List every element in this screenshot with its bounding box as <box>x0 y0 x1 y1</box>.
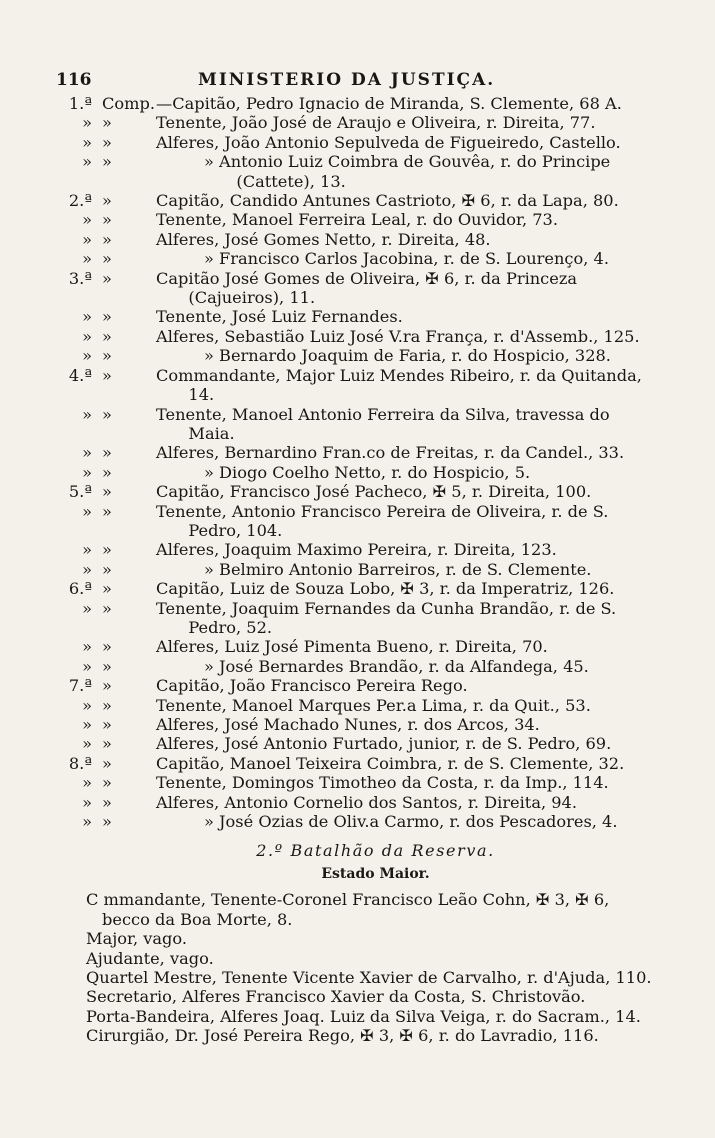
company-number: » <box>82 656 92 676</box>
entry-text: Capitão, Luiz de Souza Lobo, ✠ 3, r. da Imperatriz, 126. <box>156 579 615 599</box>
roster-entry <box>56 502 655 541</box>
company-mark: » <box>102 695 112 715</box>
company-number: » <box>82 404 92 424</box>
company-number: 5.ª <box>68 482 92 502</box>
roster-entry <box>56 210 655 229</box>
company-mark: » <box>102 210 112 230</box>
company-mark: » <box>102 307 112 327</box>
company-mark: » <box>102 792 112 812</box>
roster-entry <box>56 191 655 210</box>
company-mark: » <box>102 249 112 269</box>
entry-text: » Belmiro Antonio Barreiros, r. de S. Clemente. <box>204 559 592 579</box>
entry-text: Tenente, José Luiz Fernandes. <box>156 307 403 327</box>
entry-text: » Bernardo Joaquim de Faria, r. do Hospicio, 328. <box>204 346 611 366</box>
company-mark: » <box>102 637 112 657</box>
company-mark: » <box>102 598 112 618</box>
roster-entry <box>56 249 655 268</box>
page-number: 116 <box>56 70 92 90</box>
company-mark: » <box>102 559 112 579</box>
roster-entry <box>56 482 655 501</box>
staff-entry: Porta-Bandeira, Alferes Joaq. Luiz da Silva Veiga, r. do Sacram., 14. <box>86 1006 641 1026</box>
company-mark: » <box>102 462 112 482</box>
roster-entry <box>56 366 655 405</box>
staff-entry: Ajudante, vago. <box>86 948 214 968</box>
company-mark: » <box>102 773 112 793</box>
company-mark: » <box>102 404 112 424</box>
company-mark: » <box>102 113 112 133</box>
company-number: » <box>82 132 92 152</box>
company-mark: » <box>102 540 112 560</box>
staff-entry: Quartel Mestre, Tenente Vicente Xavier de Carvalho, r. d'Ajuda, 110. <box>86 968 652 988</box>
company-mark: » <box>102 132 112 152</box>
entry-text: » Antonio Luiz Coimbra de Gouvêa, r. do Principe (Cattete), 13. <box>204 152 611 191</box>
staff-entry: Major, vago. <box>86 929 188 949</box>
company-number: » <box>82 443 92 463</box>
entry-text: Commandante, Major Luiz Mendes Ribeiro, r. da Quitanda, 14. <box>156 365 642 405</box>
company-number: 4.ª <box>68 365 92 385</box>
roster-entry <box>56 307 655 326</box>
company-number: 7.ª <box>68 676 92 696</box>
roster-entry <box>56 715 655 734</box>
roster-entry <box>56 812 655 831</box>
roster-entry <box>56 754 655 773</box>
entry-text: Tenente, Manoel Antonio Ferreira da Silva, travessa do Maia. <box>156 404 610 443</box>
company-mark: » <box>102 812 112 832</box>
company-number: » <box>82 462 92 482</box>
roster-entry <box>56 443 655 462</box>
roster-entry <box>56 346 655 365</box>
company-mark: » <box>102 152 112 172</box>
roster-entry <box>56 579 655 598</box>
entry-text: » José Ozias de Oliv.a Carmo, r. dos Pescadores, 4. <box>204 812 618 832</box>
roster-entry <box>56 773 655 792</box>
company-mark: Comp. <box>102 94 155 113</box>
entry-text: Alferes, Sebastião Luiz José V.ra França, r. d'Assemb., 125. <box>156 326 640 346</box>
company-number: » <box>82 540 92 560</box>
company-number: » <box>82 773 92 793</box>
company-number: 3.ª <box>68 268 92 288</box>
section-title: 2.º Batalhão da Reserva. <box>256 841 495 861</box>
roster-entry <box>56 113 655 132</box>
entry-text: —Capitão, Pedro Ignacio de Miranda, S. Clemente, 68 A. <box>156 94 622 113</box>
company-number: » <box>82 812 92 832</box>
company-number: » <box>82 249 92 269</box>
page-header <box>56 70 655 92</box>
roster-entry <box>56 327 655 346</box>
roster-entry <box>56 599 655 638</box>
entry-text: Capitão José Gomes de Oliveira, ✠ 6, r. da Princeza (Cajueiros), 11. <box>156 268 578 308</box>
running-title: MINISTERIO DA JUSTIÇA. <box>198 70 496 90</box>
staff-entry: C mmandante, Tenente-Coronel Francisco Leão Cohn, ✠ 3, ✠ 6, becco da Boa Morte, 8. <box>86 890 610 929</box>
company-mark: » <box>102 482 112 502</box>
roster-entry <box>56 734 655 753</box>
entry-text: Capitão, Candido Antunes Castrioto, ✠ 6, r. da Lapa, 80. <box>156 191 619 211</box>
staff-entry: Cirurgião, Dr. José Pereira Rego, ✠ 3, ✠ 6, r. do Lavradio, 116. <box>86 1026 599 1046</box>
section-subtitle: Estado Maior. <box>321 866 430 883</box>
entry-text: Tenente, Joaquim Fernandes da Cunha Brandão, r. de S. Pedro, 52. <box>156 598 617 637</box>
entry-text: Alferes, José Gomes Netto, r. Direita, 48. <box>156 229 491 249</box>
company-mark: » <box>102 191 112 211</box>
company-number: 2.ª <box>68 191 92 211</box>
company-mark: » <box>102 656 112 676</box>
entry-text: Tenente, Domingos Timotheo da Costa, r. da Imp., 114. <box>156 773 609 793</box>
company-number: » <box>82 637 92 657</box>
roster-entry <box>56 540 655 559</box>
roster-entry <box>56 230 655 249</box>
roster-entry <box>56 94 655 113</box>
company-number: » <box>82 229 92 249</box>
company-mark: » <box>102 501 112 521</box>
roster-entry <box>56 637 655 656</box>
entry-text: » Diogo Coelho Netto, r. do Hospicio, 5. <box>204 462 531 482</box>
staff-list <box>56 890 655 1045</box>
company-mark: » <box>102 229 112 249</box>
entry-text: Alferes, Luiz José Pimenta Bueno, r. Direita, 70. <box>156 637 548 657</box>
roster-entry <box>56 657 655 676</box>
entry-text: Alferes, Antonio Cornelio dos Santos, r. Direita, 94. <box>156 792 578 812</box>
company-number: » <box>82 598 92 618</box>
entry-text: Capitão, Francisco José Pacheco, ✠ 5, r. Direita, 100. <box>156 482 592 502</box>
roster-entry <box>56 560 655 579</box>
entry-text: Alferes, Joaquim Maximo Pereira, r. Direita, 123. <box>156 540 557 560</box>
company-number: » <box>82 695 92 715</box>
roster-entry <box>56 676 655 695</box>
company-number: 6.ª <box>68 579 92 599</box>
company-number: » <box>82 559 92 579</box>
roster-entry <box>56 793 655 812</box>
company-number: » <box>82 210 92 230</box>
company-mark: » <box>102 326 112 346</box>
company-mark: » <box>102 676 112 696</box>
roster-entry <box>56 152 655 191</box>
company-number: » <box>82 113 92 133</box>
company-number: » <box>82 346 92 366</box>
entry-text: Capitão, Manoel Teixeira Coimbra, r. de S. Clemente, 32. <box>156 753 625 773</box>
entry-text: Capitão, João Francisco Pereira Rego. <box>156 676 468 696</box>
company-number: » <box>82 792 92 812</box>
company-number: » <box>82 326 92 346</box>
company-number: 8.ª <box>68 753 92 773</box>
company-number: 1.ª <box>68 94 92 113</box>
roster-entry <box>56 269 655 308</box>
roster-entry <box>56 463 655 482</box>
entry-text: Alferes, Bernardino Fran.co de Freitas, r. da Candel., 33. <box>156 443 625 463</box>
company-number: » <box>82 734 92 754</box>
company-number: » <box>82 715 92 734</box>
company-mark: » <box>102 346 112 366</box>
staff-entry: Secretario, Alferes Francisco Xavier da Costa, S. Christovão. <box>86 987 586 1007</box>
company-number: » <box>82 501 92 521</box>
roster-entry <box>56 405 655 444</box>
company-mark: » <box>102 753 112 773</box>
company-number: » <box>82 307 92 327</box>
entry-text: Alferes, José Machado Nunes, r. dos Arcos, 34. <box>156 715 540 734</box>
entry-text: Tenente, Manoel Marques Per.a Lima, r. da Quit., 53. <box>156 695 591 715</box>
company-mark: » <box>102 443 112 463</box>
entry-text: Alferes, José Antonio Furtado, junior, r. de S. Pedro, 69. <box>156 734 612 754</box>
entry-text: Tenente, João José de Araujo e Oliveira, r. Direita, 77. <box>156 113 596 133</box>
entry-text: Alferes, João Antonio Sepulveda de Figueiredo, Castello. <box>156 132 621 152</box>
company-mark: » <box>102 365 112 385</box>
company-mark: » <box>102 579 112 599</box>
entry-text: » Francisco Carlos Jacobina, r. de S. Lourenço, 4. <box>204 249 609 269</box>
roster-entry <box>56 133 655 152</box>
company-mark: » <box>102 268 112 288</box>
company-mark: » <box>102 715 112 734</box>
roster-entry <box>56 696 655 715</box>
entry-text: Tenente, Manoel Ferreira Leal, r. do Ouvidor, 73. <box>156 210 558 230</box>
company-mark: » <box>102 734 112 754</box>
entry-text: » José Bernardes Brandão, r. da Alfandega, 45. <box>204 656 589 676</box>
company-number: » <box>82 152 92 172</box>
company-roster <box>56 94 655 831</box>
entry-text: Tenente, Antonio Francisco Pereira de Oliveira, r. de S. Pedro, 104. <box>156 501 609 540</box>
